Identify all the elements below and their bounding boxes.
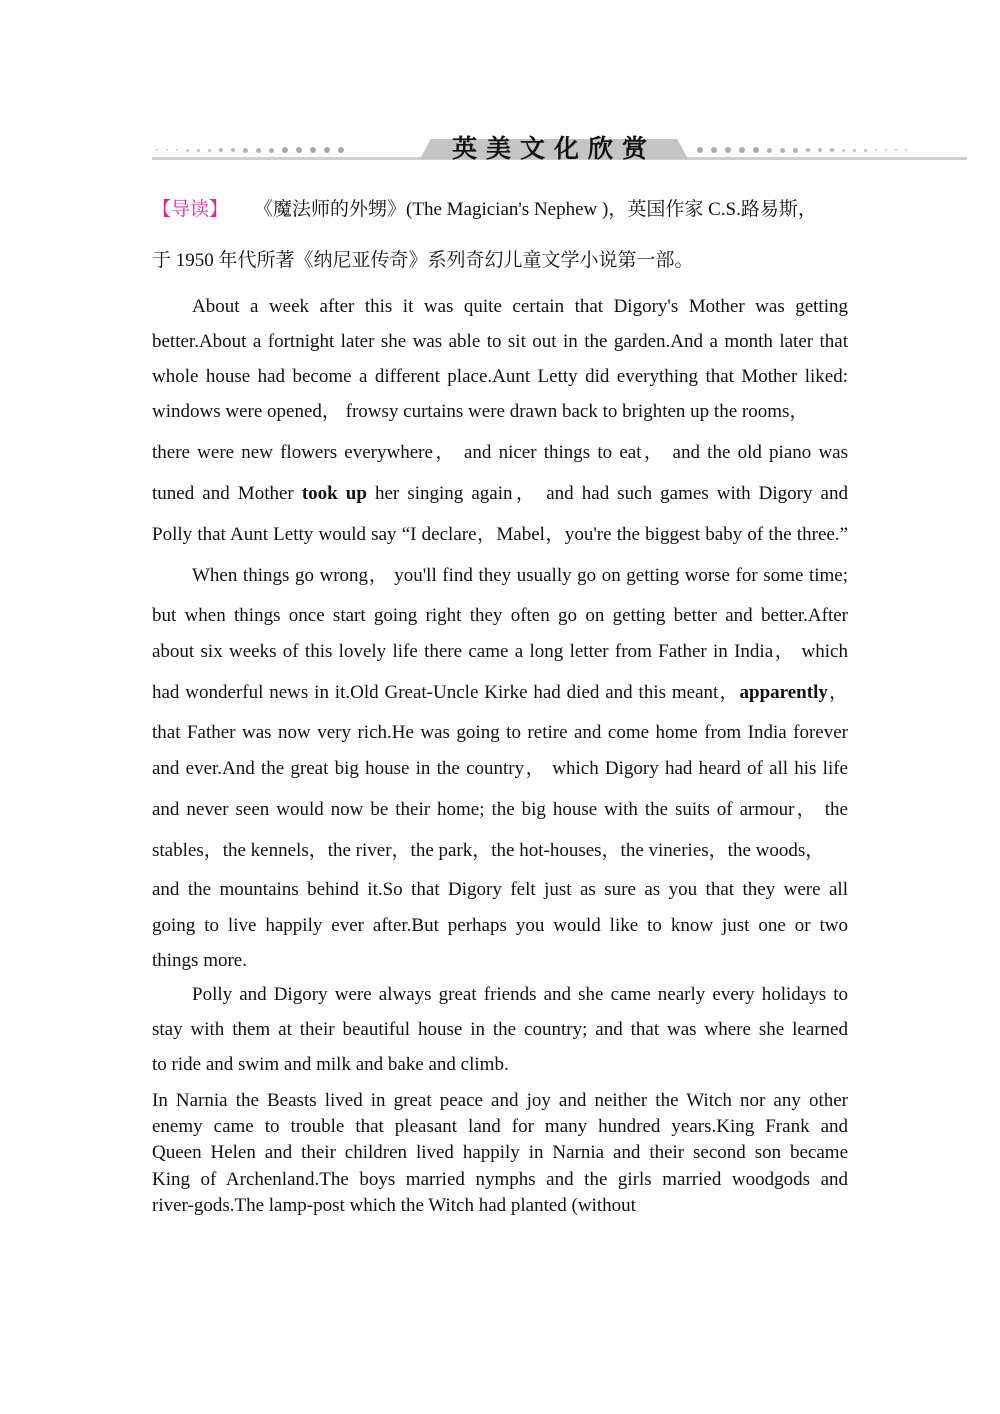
text-segment: about six weeks of this lovely life there came a long letter from Father in India， which bbox=[152, 641, 848, 662]
dot bbox=[219, 148, 223, 152]
dot bbox=[842, 149, 845, 152]
text-segment: King of Archenland.The boys married nymphs and the girls married woodgods and bbox=[152, 1169, 848, 1190]
text-line bbox=[152, 914, 848, 938]
text-line bbox=[152, 1141, 848, 1165]
text-segment: had wonderful news in it.Old Great-Uncle Kirke had died and this meant， bbox=[152, 682, 740, 703]
dot bbox=[156, 149, 158, 151]
text-segment: things more. bbox=[152, 950, 247, 971]
dot bbox=[864, 149, 867, 152]
dot bbox=[895, 149, 897, 151]
text-line bbox=[152, 640, 848, 664]
text-line bbox=[152, 681, 848, 705]
intro-text-1: 《魔法师的外甥》(The Magician's Nephew )，英国作家 C.S.路易斯， bbox=[254, 199, 817, 220]
text-line bbox=[152, 798, 848, 822]
dot bbox=[282, 147, 288, 153]
text-segment: When things go wrong， you'll find they usually go on getting worse for some time; bbox=[192, 565, 848, 586]
text-line bbox=[152, 365, 848, 389]
text-segment: In Narnia the Beasts lived in great peace and joy and neither the Witch nor any other bbox=[152, 1090, 848, 1111]
text-segment: enemy came to trouble that pleasant land for many hundred years.King Frank and bbox=[152, 1116, 848, 1137]
text-line bbox=[152, 1194, 848, 1218]
text-segment: going to live happily ever after.But perhaps you would like to know just one or two bbox=[152, 915, 848, 936]
dot bbox=[231, 148, 235, 152]
dot bbox=[905, 149, 907, 151]
text-segment: there were new flowers everywhere， and nicer things to eat， and the old piano was bbox=[152, 442, 848, 463]
text-line bbox=[152, 1018, 848, 1042]
dot bbox=[739, 147, 745, 153]
text-segment: river-gods.The lamp-post which the Witch had planted (without bbox=[152, 1195, 636, 1216]
text-segment: About a week after this it was quite certain that Digory's Mother was getting bbox=[192, 296, 848, 317]
dot bbox=[725, 147, 731, 153]
banner-dots-right bbox=[697, 147, 907, 153]
text-segment: tuned and Mother bbox=[152, 483, 302, 504]
intro-tag: 【导读】 bbox=[152, 199, 229, 220]
text-segment: Queen Helen and their children lived happily in Narnia and their second son became bbox=[152, 1142, 848, 1163]
dot bbox=[875, 149, 877, 151]
dot bbox=[806, 148, 810, 152]
text-segment: and the mountains behind it.So that Digory felt just as sure as you that they were all bbox=[152, 879, 848, 900]
dot bbox=[853, 149, 856, 152]
dot bbox=[338, 147, 344, 153]
section-title: 英美文化欣赏 bbox=[451, 134, 656, 163]
dot bbox=[818, 148, 822, 152]
dot bbox=[176, 149, 178, 151]
text-line bbox=[152, 523, 848, 547]
text-line bbox=[192, 983, 848, 1007]
dot bbox=[243, 148, 248, 153]
dot bbox=[830, 148, 834, 152]
intro-line-1 bbox=[152, 198, 848, 222]
text-line bbox=[152, 330, 848, 354]
dot bbox=[324, 147, 330, 153]
text-segment: and ever.And the great big house in the country， which Digory had heard of all his life bbox=[152, 758, 848, 779]
text-segment: windows were opened， frowsy curtains were drawn back to brighten up the rooms， bbox=[152, 401, 809, 422]
text-segment: Polly and Digory were always great friends and she came nearly every holidays to bbox=[192, 984, 848, 1005]
text-segment: but when things once start going right they often go on getting better and better.After bbox=[152, 605, 848, 626]
text-line bbox=[152, 1053, 848, 1077]
dot bbox=[885, 149, 887, 151]
text-segment: stay with them at their beautiful house in the country; and that was where she learned bbox=[152, 1019, 848, 1040]
text-segment: whole house had become a different place.Aunt Letty did everything that Mother liked: bbox=[152, 366, 848, 387]
dot bbox=[793, 148, 798, 153]
dot bbox=[269, 148, 274, 153]
banner-dots-left bbox=[156, 147, 344, 153]
text-line bbox=[192, 295, 848, 319]
text-line bbox=[152, 441, 848, 465]
dot bbox=[296, 147, 302, 153]
section-banner bbox=[152, 135, 967, 165]
text-line bbox=[152, 1089, 848, 1113]
text-line bbox=[152, 1115, 848, 1139]
text-line bbox=[152, 757, 848, 781]
text-segment: to ride and swim and milk and bake and climb. bbox=[152, 1054, 509, 1075]
text-line bbox=[152, 604, 848, 628]
bold-phrase: took up bbox=[301, 483, 367, 504]
text-segment: better.About a fortnight later she was able to sit out in the garden.And a month later that bbox=[152, 331, 848, 352]
dot bbox=[256, 148, 261, 153]
text-segment: Polly that Aunt Letty would say “I declare，Mabel，you're the biggest baby of the three.” bbox=[152, 524, 848, 545]
text-line bbox=[152, 721, 848, 745]
dot bbox=[780, 148, 785, 153]
bold-phrase: apparently bbox=[739, 682, 828, 703]
dot bbox=[197, 149, 200, 152]
dot bbox=[767, 148, 772, 153]
intro-line-2 bbox=[152, 249, 848, 273]
dot bbox=[186, 149, 189, 152]
text-line bbox=[152, 878, 848, 902]
text-line bbox=[152, 949, 848, 973]
text-segment: ， bbox=[827, 682, 848, 703]
text-line bbox=[152, 839, 848, 863]
text-segment: that Father was now very rich.He was going to retire and come home from India forever bbox=[152, 722, 848, 743]
text-segment: stables，the kennels，the river，the park，the hot-houses，the vineries，the woods， bbox=[152, 840, 825, 861]
dot bbox=[711, 147, 717, 153]
dot bbox=[697, 147, 703, 153]
text-line bbox=[152, 1168, 848, 1192]
dot bbox=[208, 149, 211, 152]
text-line bbox=[192, 564, 848, 588]
dot bbox=[310, 147, 316, 153]
text-line bbox=[152, 400, 848, 424]
dot bbox=[166, 149, 168, 151]
intro-text-2: 于 1950 年代所著《纳尼亚传奇》系列奇幻儿童文学小说第一部。 bbox=[152, 250, 694, 271]
dot bbox=[753, 147, 759, 153]
text-line bbox=[152, 482, 848, 506]
text-segment: her singing again， and had such games with Digory and bbox=[366, 483, 848, 504]
text-segment: and never seen would now be their home; the big house with the suits of armour， the bbox=[152, 799, 848, 820]
